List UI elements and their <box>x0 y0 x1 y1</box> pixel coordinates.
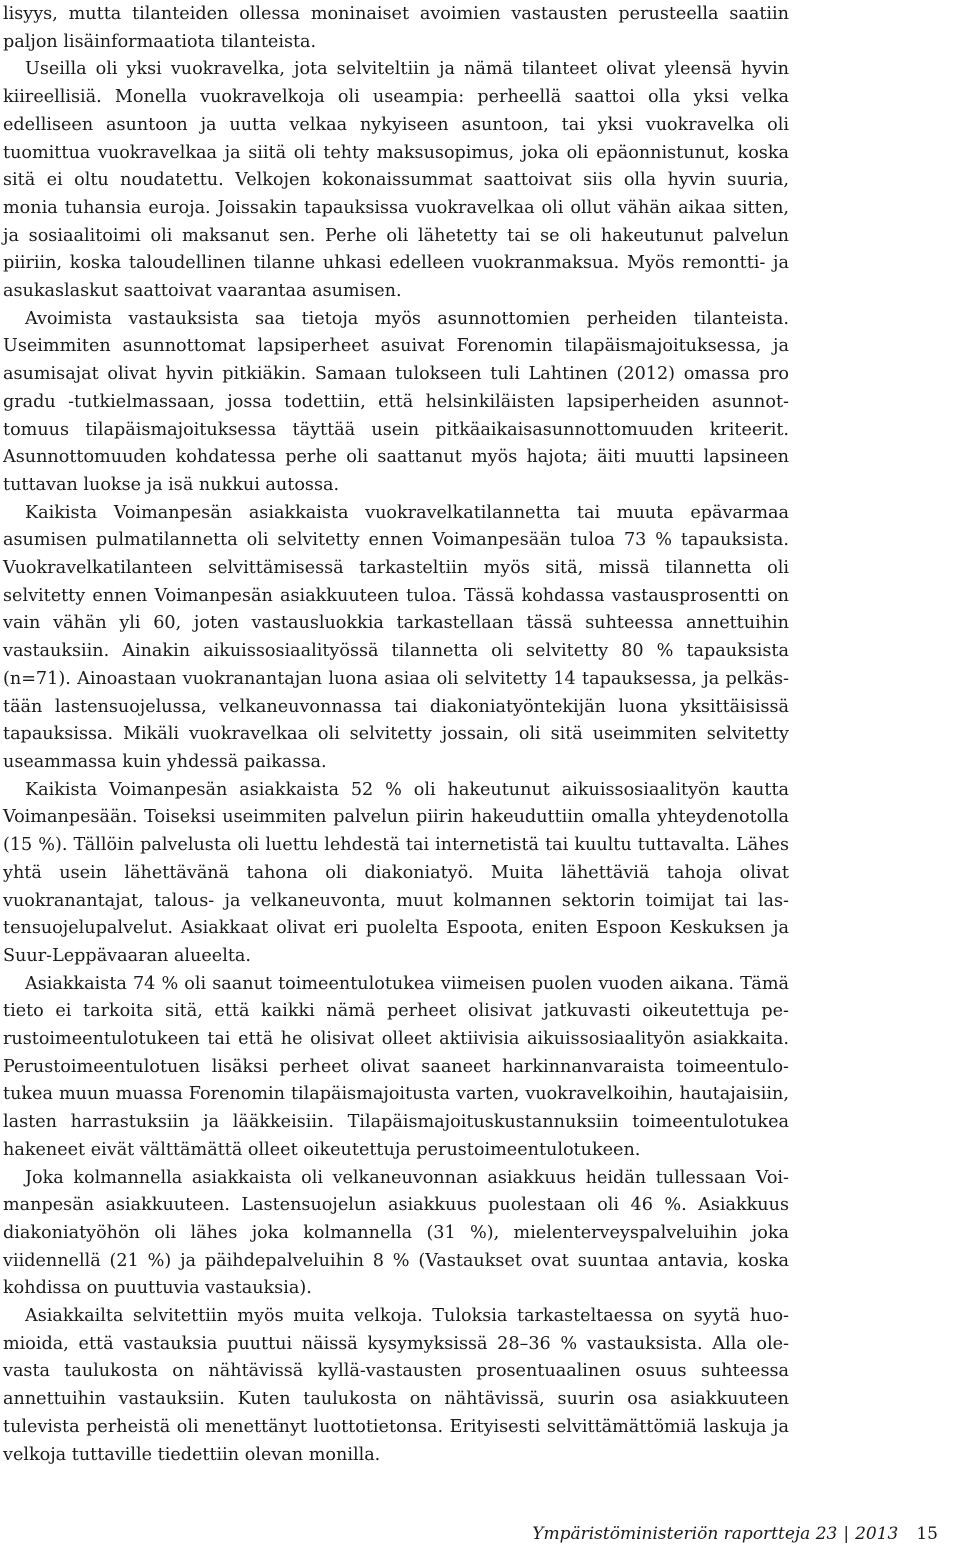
paragraph: Useilla oli yksi vuokravelka, jota selviteltiin ja nämä tilanteet olivat yleensä hyvin kiireellisiä. Monella vuokravelkoja oli useampia: perheellä saattoi olla yksi velka edelliseen asuntoon ja uutta velkaa nykyiseen asuntoon, tai yksi vuokravelka oli tuomittua vuokravelkaa ja siitä oli tehty maksusopimus, joka oli epäonnistunut, koska sitä ei oltu noudatettu. Velkojen kokonaissummat saattoivat siis olla hyvin suuria, monia tuhansia euroja. Joissakin tapauksissa vuokravelkaa oli ollut vähän aikaa sitten, ja sosiaalitoimi oli maksanut sen. Perhe oli lähetetty tai se oli hakeutunut palvelun piiriin, koska taloudellinen tilanne uhkasi edelleen vuokranmaksua. Myös remontti- ja asukaslaskut saattoivat vaarantaa asumisen. <box>3 59 789 302</box>
report-year: 2013 <box>855 1524 899 1544</box>
page-footer <box>532 1524 938 1544</box>
paragraph: Kaikista Voimanpesän asiakkaista vuokravelkatilannetta tai muuta epävarmaa asumisen pulmatilannetta oli selvitetty ennen Voimanpesään tuloa 73 % tapauksista. Vuokravelkatilanteen selvittämisessä tarkasteltiin myös sitä, missä tilannetta oli selvitetty ennen Voimanpesän asiakkuuteen tuloa. Tässä kohdassa vastausprosentti on vain vähän yli 60, joten vastausluokkia tarkastellaan tässä suhteessa annettuihin vastauksiin. Ainakin aikuissosiaalityössä tilannetta oli selvitetty 80 % tapauksista (n=71). Ainoastaan vuokranantajan luona asiaa oli selvitetty 14 tapauksessa, ja pelkästään lastensuojelussa, velkaneuvonnassa tai diakoniatyöntekijän luona yksittäisissä tapauksissa. Mikäli vuokravelkaa oli selvitetty jossain, oli sitä useimmiten selvitetty useammassa kuin yhdessä paikassa. <box>3 502 789 772</box>
page-number: 15 <box>916 1524 938 1544</box>
report-series: Ympäristöministeriön raportteja <box>532 1524 811 1544</box>
footer-separator: | <box>843 1524 850 1544</box>
body-text <box>3 1 789 1469</box>
paragraph: Joka kolmannella asiakkaista oli velkaneuvonnan asiakkuus heidän tullessaan Voimanpesän asiakkuuteen. Lastensuojelun asiakkuus puolestaan oli 46 %. Asiakkuus diakoniatyöhön oli lähes joka kolmannella (31 %), mielenterveyspalveluihin joka viidennellä (21 %) ja päihdepalveluihin 8 % (Vastaukset ovat suuntaa antavia, koska kohdissa on puuttuvia vastauksia). <box>3 1167 789 1299</box>
paragraph: Asiakkailta selvitettiin myös muita velkoja. Tuloksia tarkasteltaessa on syytä huomioida, että vastauksia puuttui näissä kysymyksissä 28–36 % vastauksista. Alla olevasta taulukosta on nähtävissä kyllä-vastausten prosentuaalinen osuus suhteessa annettuihin vastauksiin. Kuten taulukosta on nähtävissä, suurin osa asiakkuuteen tulevista perheistä oli menettänyt luottotietonsa. Erityisesti selvittämättömiä laskuja ja velkoja tuttaville tiedettiin olevan monilla. <box>3 1306 789 1465</box>
paragraph: lisyys, mutta tilanteiden ollessa moninaiset avoimien vastausten perusteella saatiin paljon lisäinformaatiota tilanteista. <box>3 4 789 52</box>
paragraph: Avoimista vastauksista saa tietoja myös asunnottomien perheiden tilanteista. Useimmiten asunnottomat lapsiperheet asuivat Forenomin tilapäismajoituksessa, ja asumisajat olivat hyvin pitkiäkin. Samaan tulokseen tuli Lahtinen (2012) omassa pro gradu -tutkielmassaan, jossa todettiin, että helsinkiläisten lapsiperheiden asunnottomuus tilapäismajoituksessa täyttää usein pitkäaikaisasunnottomuuden kriteerit. Asunnottomuuden kohdatessa perhe oli saattanut myös hajota; äiti muutti lapsineen tuttavan luokse ja isä nukkui autossa. <box>3 308 789 495</box>
paragraph: Asiakkaista 74 % oli saanut toimeentulotukea viimeisen puolen vuoden aikana. Tämä tieto ei tarkoita sitä, että kaikki nämä perheet olisivat jatkuvasti oikeutettuja perustoimeentulotukeen tai että he olisivat olleet aktiivisia aikuissosiaalityön asiakkaita. Perustoimeentulotuen lisäksi perheet olivat saaneet harkinnanvaraista toimeentulotukea muun muassa Forenomin tilapäismajoitusta varten, vuokravelkoihin, hautajaisiin, lasten harrastuksiin ja lääkkeisiin. Tilapäismajoituskustannuksiin toimeentulotukea hakeneet eivät välttämättä olleet oikeutettuja perustoimeentulotukeen. <box>3 973 789 1160</box>
report-number: 23 <box>815 1524 838 1544</box>
paragraph: Kaikista Voimanpesän asiakkaista 52 % oli hakeutunut aikuissosiaalityön kautta Voimanpesään. Toiseksi useimmiten palvelun piirin hakeuduttiin omalla yhteydenotolla (15 %). Tällöin palvelusta oli luettu lehdestä tai internetistä tai kuultu tuttavalta. Lähes yhtä usein lähettävänä tahona oli diakoniatyö. Muita lähettäviä tahoja olivat vuokranantajat, talous- ja velkaneuvonta, muut kolmannen sektorin toimijat tai lastensuojelupalvelut. Asiakkaat olivat eri puolelta Espoota, eniten Espoon Keskuksen ja Suur-Leppävaaran alueelta. <box>3 779 789 966</box>
